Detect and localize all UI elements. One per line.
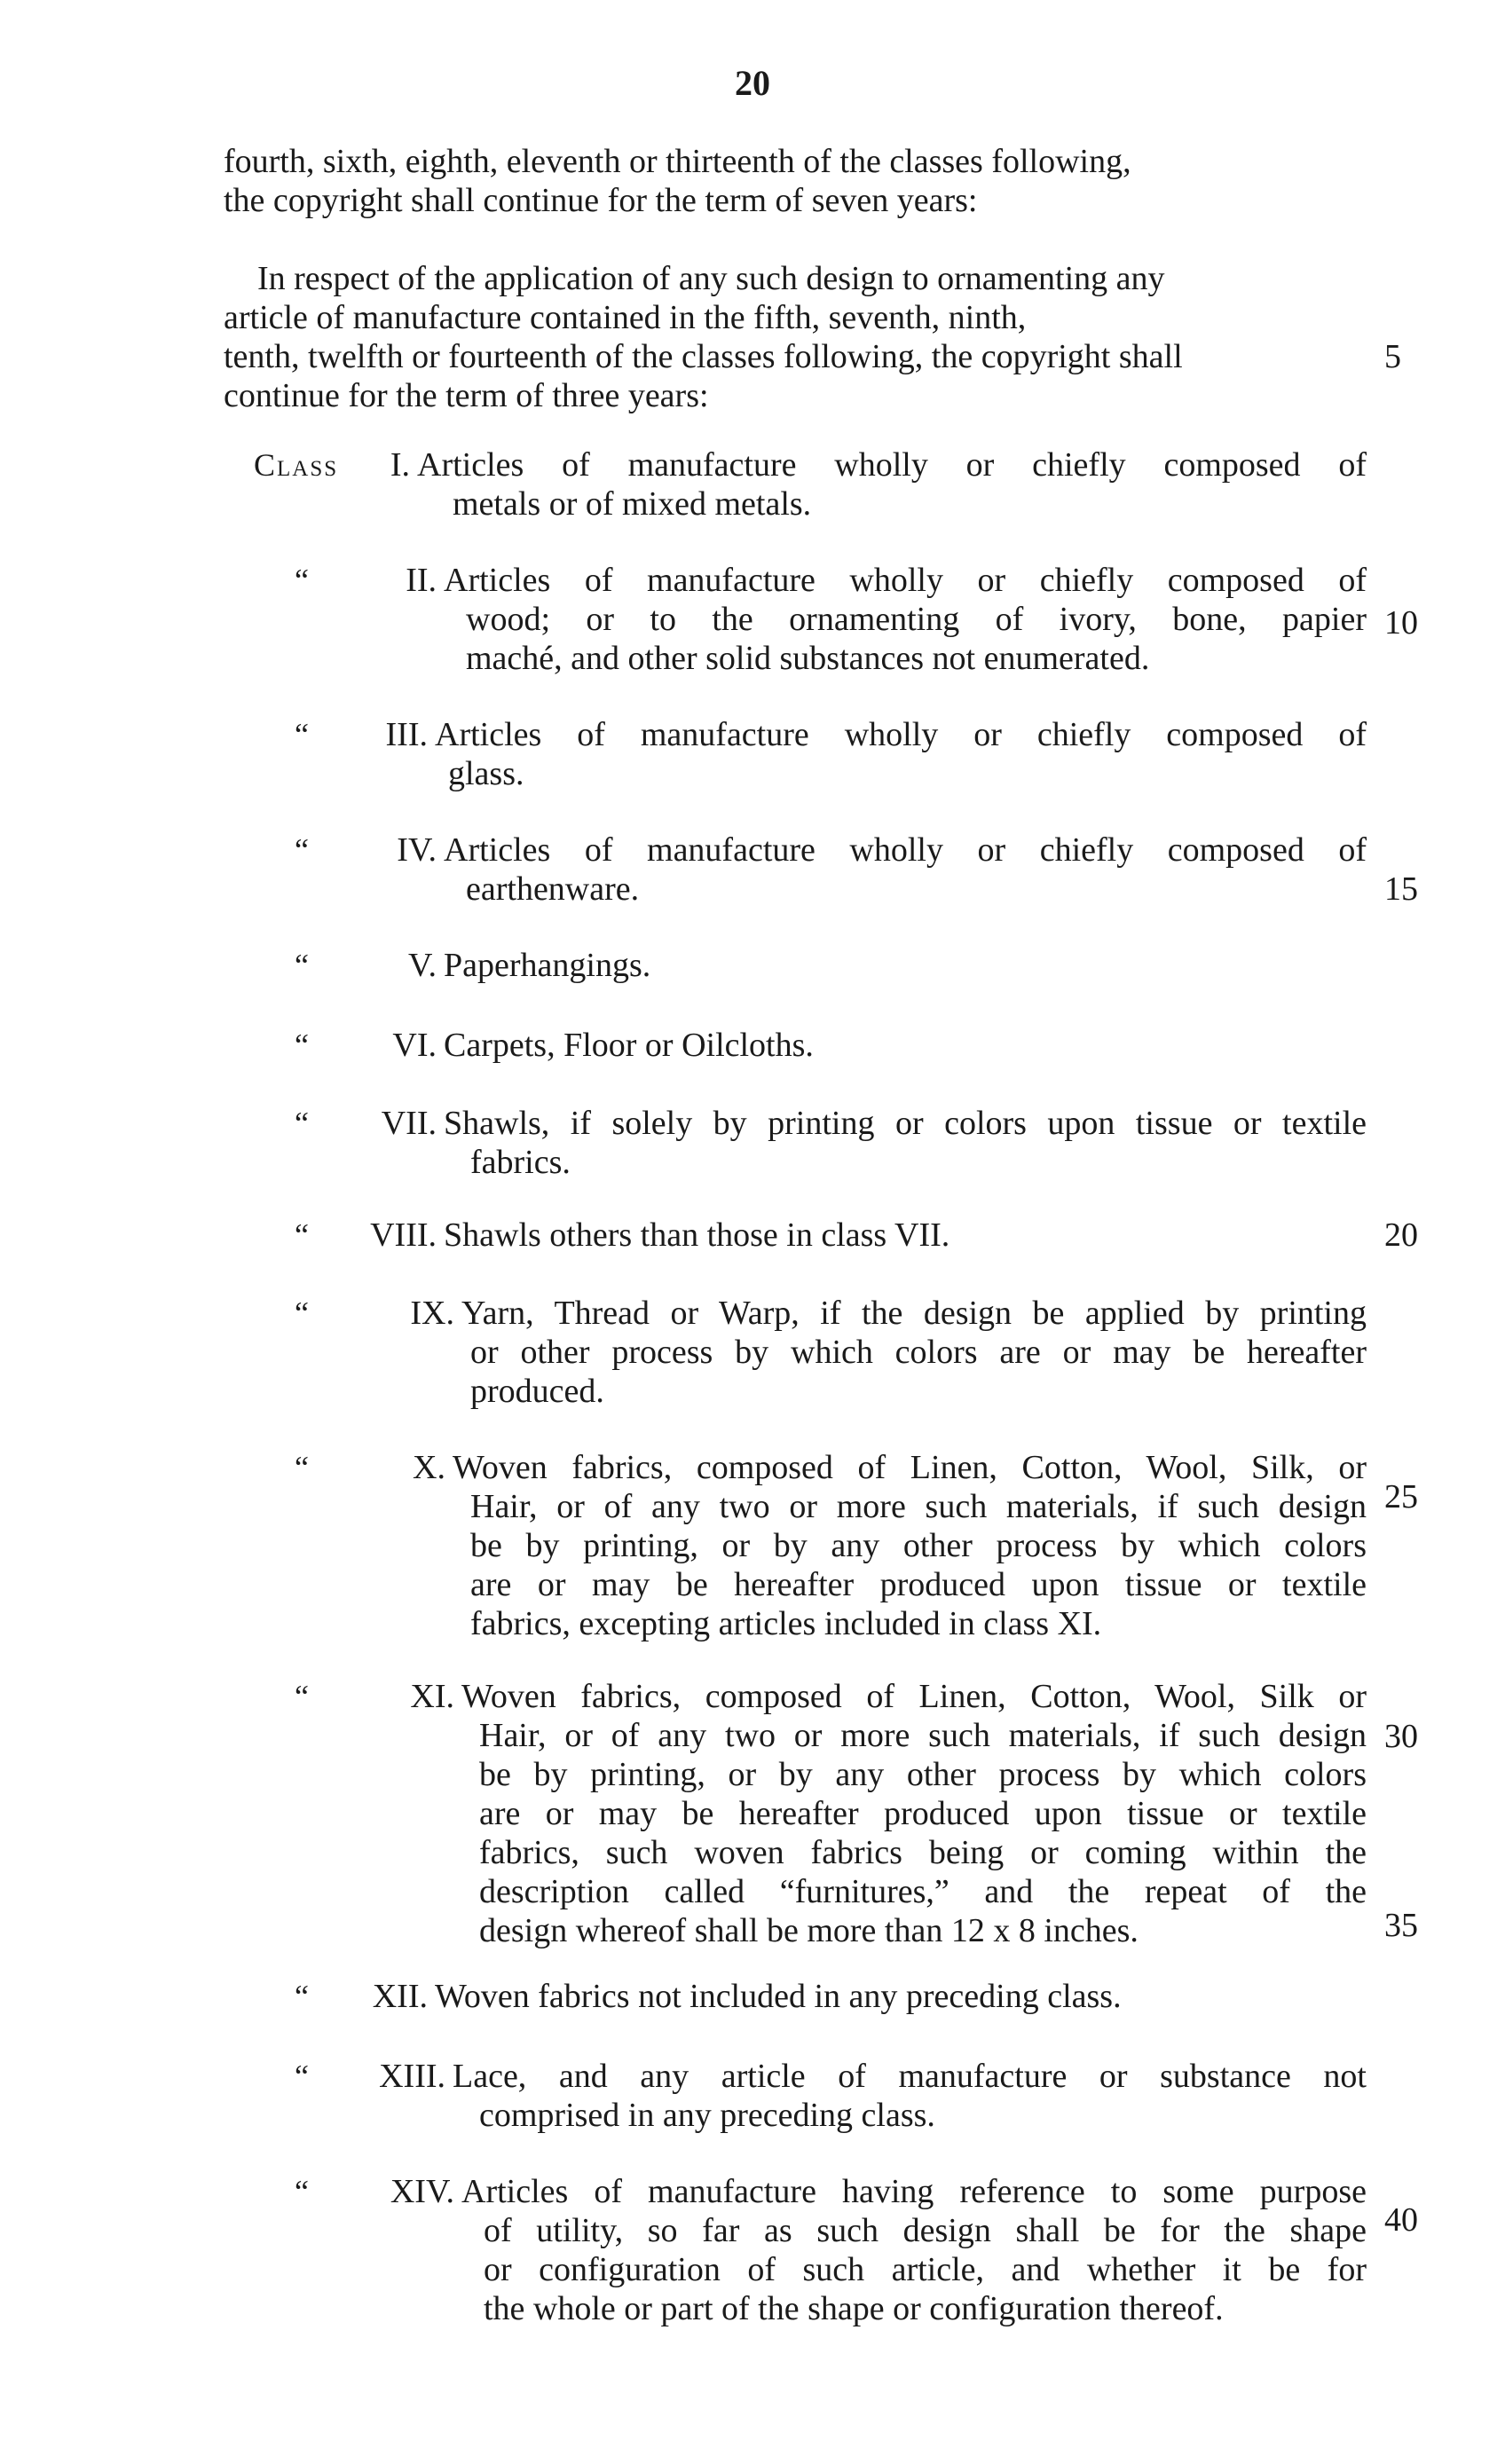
line-number-25: 25 <box>1384 1478 1418 1515</box>
description-line: Articles of manufacture having reference to some purpose <box>461 2173 1367 2210</box>
ditto-mark: “ <box>295 832 309 868</box>
intro-paragraph-2 <box>224 259 1363 415</box>
class-numeral: XII. <box>372 1978 428 2015</box>
line-number-10: 10 <box>1384 604 1418 642</box>
description-line: Paperhangings. <box>444 947 651 984</box>
description-line: fabrics, such woven fabrics being or coming within the <box>479 1834 1367 1871</box>
class-description <box>453 2057 1367 2135</box>
description-line: maché, and other solid substances not enumerated. <box>466 640 1150 677</box>
description-line: Articles of manufacture wholly or chiefly composed of <box>417 446 1367 484</box>
class-numeral: V. <box>407 947 437 984</box>
text-line: the copyright shall continue for the term of seven years: <box>224 182 978 219</box>
description-line: Hair, or of any two or more such materials, if such design <box>470 1488 1367 1525</box>
class-numeral: III. <box>385 716 428 753</box>
ditto-mark: “ <box>295 948 309 983</box>
intro-paragraph-1 <box>224 142 1363 220</box>
page-number: 20 <box>735 63 770 103</box>
class-numeral: IX. <box>410 1295 454 1332</box>
class-numeral: XI. <box>410 1678 454 1715</box>
class-numeral: X. <box>413 1449 445 1486</box>
description-line: glass. <box>448 755 524 792</box>
class-description <box>444 1216 1367 1255</box>
description-line: produced. <box>470 1373 604 1410</box>
line-number-40: 40 <box>1384 2201 1418 2239</box>
line-number-35: 35 <box>1384 1907 1418 1944</box>
class-numeral: XIII. <box>379 2058 445 2095</box>
description-line: fabrics, excepting articles included in class XI. <box>470 1605 1102 1642</box>
description-line: Shawls others than those in class VII. <box>444 1216 950 1254</box>
class-description <box>444 946 1367 985</box>
description-line: Articles of manufacture wholly or chiefly composed of <box>435 716 1367 753</box>
description-line: Shawls, if solely by printing or colors upon tissue or textile <box>444 1105 1367 1142</box>
class-description <box>435 1977 1367 2016</box>
ditto-mark: “ <box>295 1979 309 2014</box>
ditto-mark: “ <box>295 1679 309 1714</box>
description-line: design whereof shall be more than 12 x 8 inches. <box>479 1912 1139 1949</box>
description-line: wood; or to the ornamenting of ivory, bone, papier <box>466 601 1367 638</box>
class-description <box>453 1448 1367 1643</box>
class-numeral: IV. <box>397 831 437 869</box>
ditto-mark: “ <box>295 1295 309 1331</box>
class-description <box>444 1026 1367 1065</box>
class-description <box>444 1104 1367 1182</box>
line-number-5: 5 <box>1384 338 1401 375</box>
text-line: tenth, twelfth or fourteenth of the classes following, the copyright shall <box>224 338 1183 375</box>
text-line: In respect of the application of any such design to ornamenting any <box>257 260 1165 297</box>
class-numeral: VI. <box>392 1027 437 1064</box>
ditto-mark: “ <box>295 1217 309 1253</box>
ditto-mark: “ <box>295 563 309 598</box>
line-number-20: 20 <box>1384 1216 1418 1254</box>
text-line: fourth, sixth, eighth, eleventh or thirteenth of the classes following, <box>224 143 1131 180</box>
description-line: be by printing, or by any other process by which colors <box>470 1527 1367 1564</box>
description-line: fabrics. <box>470 1144 571 1181</box>
class-description <box>461 1677 1367 1950</box>
class-numeral: I. <box>390 446 410 484</box>
description-line: the whole or part of the shape or configuration thereof. <box>484 2290 1224 2327</box>
class-description <box>444 831 1367 909</box>
class-numeral: XIV. <box>390 2173 454 2210</box>
description-line: Articles of manufacture wholly or chiefly composed of <box>444 562 1367 599</box>
description-line: or other process by which colors are or may be hereafter <box>470 1334 1367 1371</box>
description-line: comprised in any preceding class. <box>479 2097 935 2134</box>
class-description <box>444 561 1367 678</box>
ditto-mark: “ <box>295 2174 309 2209</box>
description-line: Yarn, Thread or Warp, if the design be applied by printing <box>461 1295 1367 1332</box>
ditto-mark: “ <box>295 1027 309 1063</box>
description-line: Lace, and any article of manufacture or substance not <box>453 2058 1367 2095</box>
description-line: earthenware. <box>466 870 640 908</box>
description-line: Carpets, Floor or Oilcloths. <box>444 1027 814 1064</box>
class-label: Class <box>254 447 339 483</box>
class-description <box>461 1294 1367 1411</box>
description-line: description called “furnitures,” and the repeat of the <box>479 1873 1367 1910</box>
text-line: continue for the term of three years: <box>224 377 709 414</box>
description-line: are or may be hereafter produced upon tissue or textile <box>479 1795 1367 1832</box>
description-line: Hair, or of any two or more such materials, if such design <box>479 1717 1367 1754</box>
description-line: be by printing, or by any other process by which colors <box>479 1756 1367 1793</box>
class-numeral: II. <box>406 562 437 599</box>
description-line: Woven fabrics, composed of Linen, Cotton, Wool, Silk, or <box>453 1449 1367 1486</box>
class-numeral: VII. <box>381 1105 437 1142</box>
description-line: metals or of mixed metals. <box>453 485 812 523</box>
line-number-15: 15 <box>1384 870 1418 908</box>
line-number-30: 30 <box>1384 1718 1418 1755</box>
ditto-mark: “ <box>295 1450 309 1485</box>
class-description <box>435 715 1367 793</box>
description-line: Woven fabrics not included in any preceding class. <box>435 1978 1122 2015</box>
class-numeral: VIII. <box>370 1216 437 1254</box>
description-line: Woven fabrics, composed of Linen, Cotton, Wool, Silk or <box>461 1678 1367 1715</box>
class-description <box>461 2172 1367 2328</box>
description-line: of utility, so far as such design shall be for the shape <box>484 2212 1367 2249</box>
description-line: are or may be hereafter produced upon tissue or textile <box>470 1566 1367 1603</box>
description-line: or configuration of such article, and whether it be for <box>484 2251 1367 2288</box>
ditto-mark: “ <box>295 717 309 752</box>
ditto-mark: “ <box>295 1106 309 1141</box>
ditto-mark: “ <box>295 2059 309 2094</box>
text-line: article of manufacture contained in the fifth, seventh, ninth, <box>224 299 1027 336</box>
description-line: Articles of manufacture wholly or chiefly composed of <box>444 831 1367 869</box>
class-description <box>417 445 1367 524</box>
